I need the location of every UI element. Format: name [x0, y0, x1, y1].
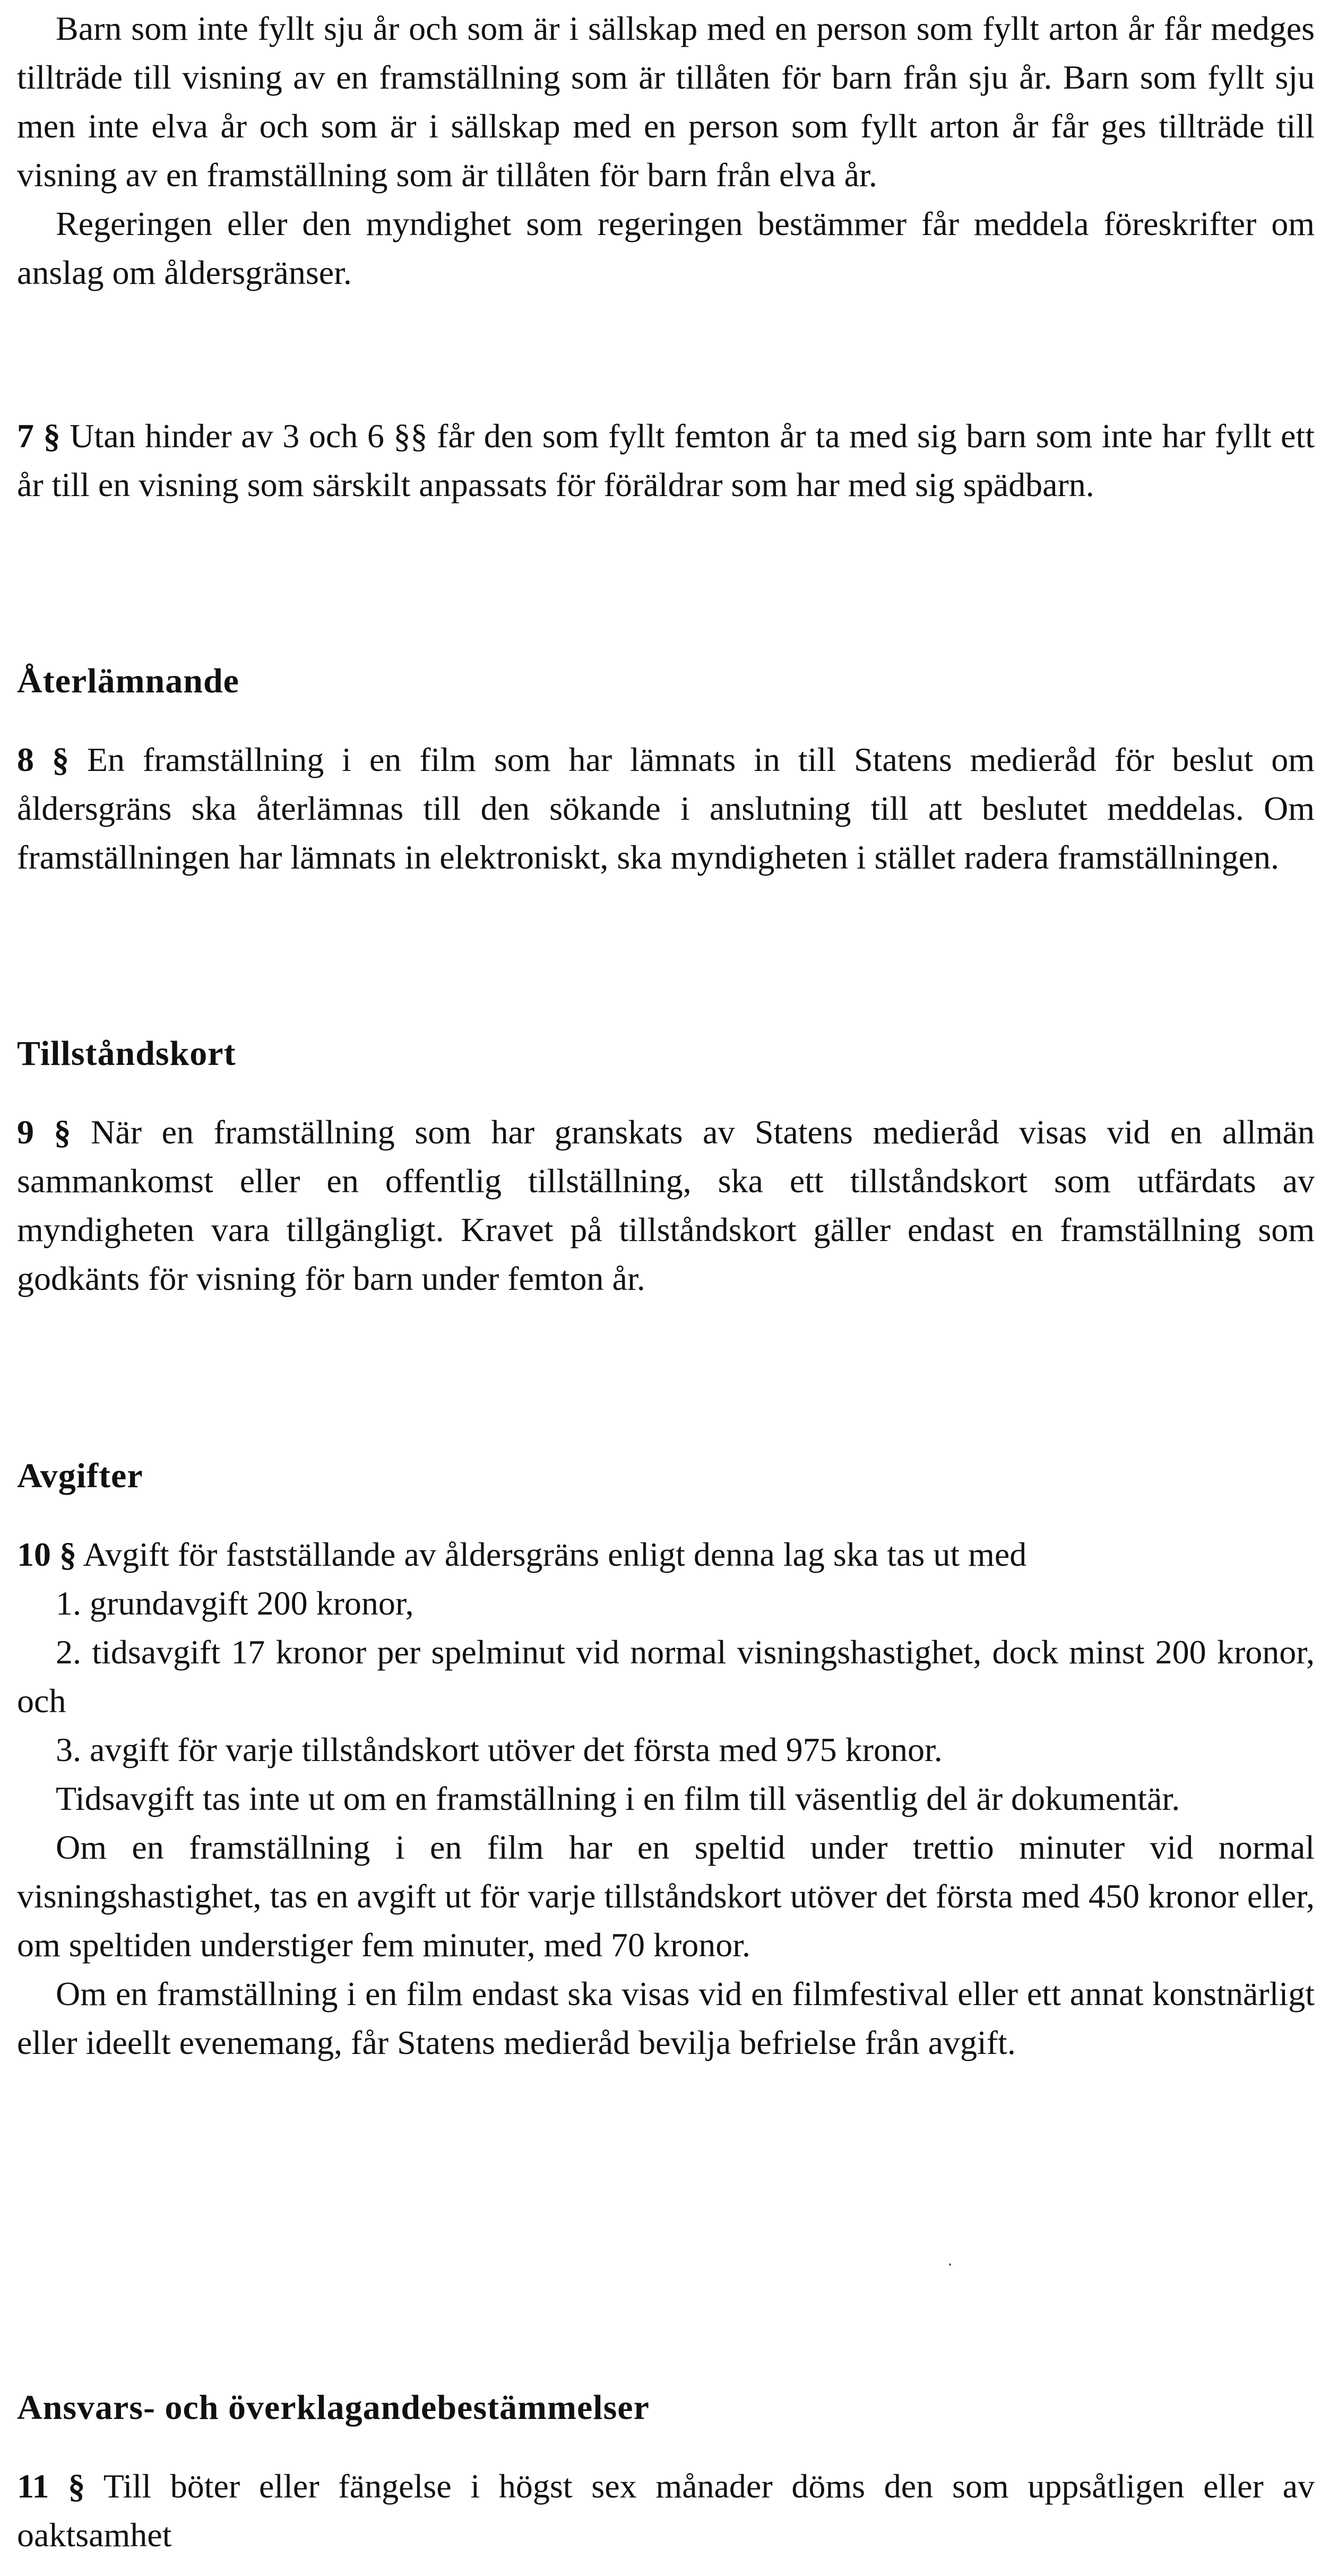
fee-list-item: 2. tidsavgift 17 kronor per spelminut vid normal visningshastighet, dock minst 200 kronor, och — [17, 1633, 1315, 1720]
section-9-paragraph — [17, 1108, 1315, 1303]
section-6-continuation — [17, 4, 1315, 297]
paragraph-short-film-fee: Om en framställning i en film har en speltid under trettio minuter vid normal visningshastighet, tas en avgift ut för varje tillståndskort utöver det första med 450 kronor eller, om speltiden understiger fem minuter, med 70 kronor. — [17, 1828, 1315, 1964]
heading-tillstandskort: Tillståndskort — [17, 1034, 236, 1073]
section-7-number: 7 § — [17, 417, 61, 455]
section-10-paragraph — [17, 1530, 1315, 1579]
section-10 — [17, 1530, 1315, 2067]
section-9 — [17, 1108, 1315, 1303]
fee-list-item: 1. grundavgift 200 kronor, — [56, 1584, 414, 1622]
section-11-text: Till böter eller fängelse i högst sex månader döms den som uppsåtligen eller av oaktsamhet — [17, 2467, 1315, 2554]
section-7-text: Utan hinder av 3 och 6 §§ får den som fyllt femton år ta med sig barn som inte har fyllt ett år till en visning som särskilt anpassats för föräldrar som har med sig spädbarn. — [17, 417, 1315, 504]
heading-ansvar-overklagande: Ansvars- och överklagandebestämmelser — [17, 2388, 650, 2427]
fee-list-item: 3. avgift för varje tillståndskort utöver det första med 975 kronor. — [56, 1731, 943, 1768]
section-8-number: 8 § — [17, 741, 69, 778]
section-7 — [17, 412, 1315, 509]
section-8 — [17, 735, 1315, 882]
paragraph-festival-exemption: Om en framställning i en film endast ska visas vid en filmfestival eller ett annat konstnärligt eller ideellt evenemang, får Statens medieråd bevilja befrielse från avgift. — [17, 1975, 1315, 2061]
section-8-text: En framställning i en film som har lämnats in till Statens medieråd för beslut om åldersgräns ska återlämnas till den sökande i anslutning till att beslutet meddelas. Om framställningen har lämnats in elektroniskt, ska myndigheten i stället radera framställningen. — [17, 741, 1315, 876]
section-10-number: 10 § — [17, 1536, 76, 1573]
section-11-number: 11 § — [17, 2467, 85, 2505]
paragraph-children-accompanied: Barn som inte fyllt sju år och som är i sällskap med en person som fyllt arton år får medges tillträde till visning av en framställning som är tillåten för barn från sju år. Barn som fyllt sju men inte elva år och som är i sällskap med en person som fyllt arton år får ges tillträde till visning av en framställning som är tillåten för barn från elva år. — [17, 10, 1315, 194]
paragraph-time-fee-exemption: Tidsavgift tas inte ut om en framställning i en film till väsentlig del är dokumentär. — [56, 1780, 1180, 1817]
section-10-text: Avgift för fastställande av åldersgräns enligt denna lag ska tas ut med — [76, 1536, 1027, 1573]
section-9-text: När en framställning som har granskats av Statens medieråd visas vid en allmän sammankomst eller en offentlig tillställning, ska ett tillståndskort som utfärdats av myndigheten vara tillgängligt. Kravet på tillståndskort gäller endast en framställning som godkänts för visning för barn under femton år. — [17, 1113, 1315, 1297]
section-8-paragraph — [17, 735, 1315, 882]
scan-speck — [949, 2263, 951, 2266]
section-9-number: 9 § — [17, 1113, 71, 1151]
section-11-paragraph — [17, 2462, 1315, 2560]
paragraph-government-regulations: Regeringen eller den myndighet som regeringen bestämmer får meddela föreskrifter om anslag om åldersgränser. — [17, 205, 1315, 291]
heading-aterlamnande: Återlämnande — [17, 662, 239, 700]
heading-avgifter: Avgifter — [17, 1456, 143, 1495]
section-7-paragraph — [17, 412, 1315, 509]
section-11 — [17, 2462, 1315, 2560]
